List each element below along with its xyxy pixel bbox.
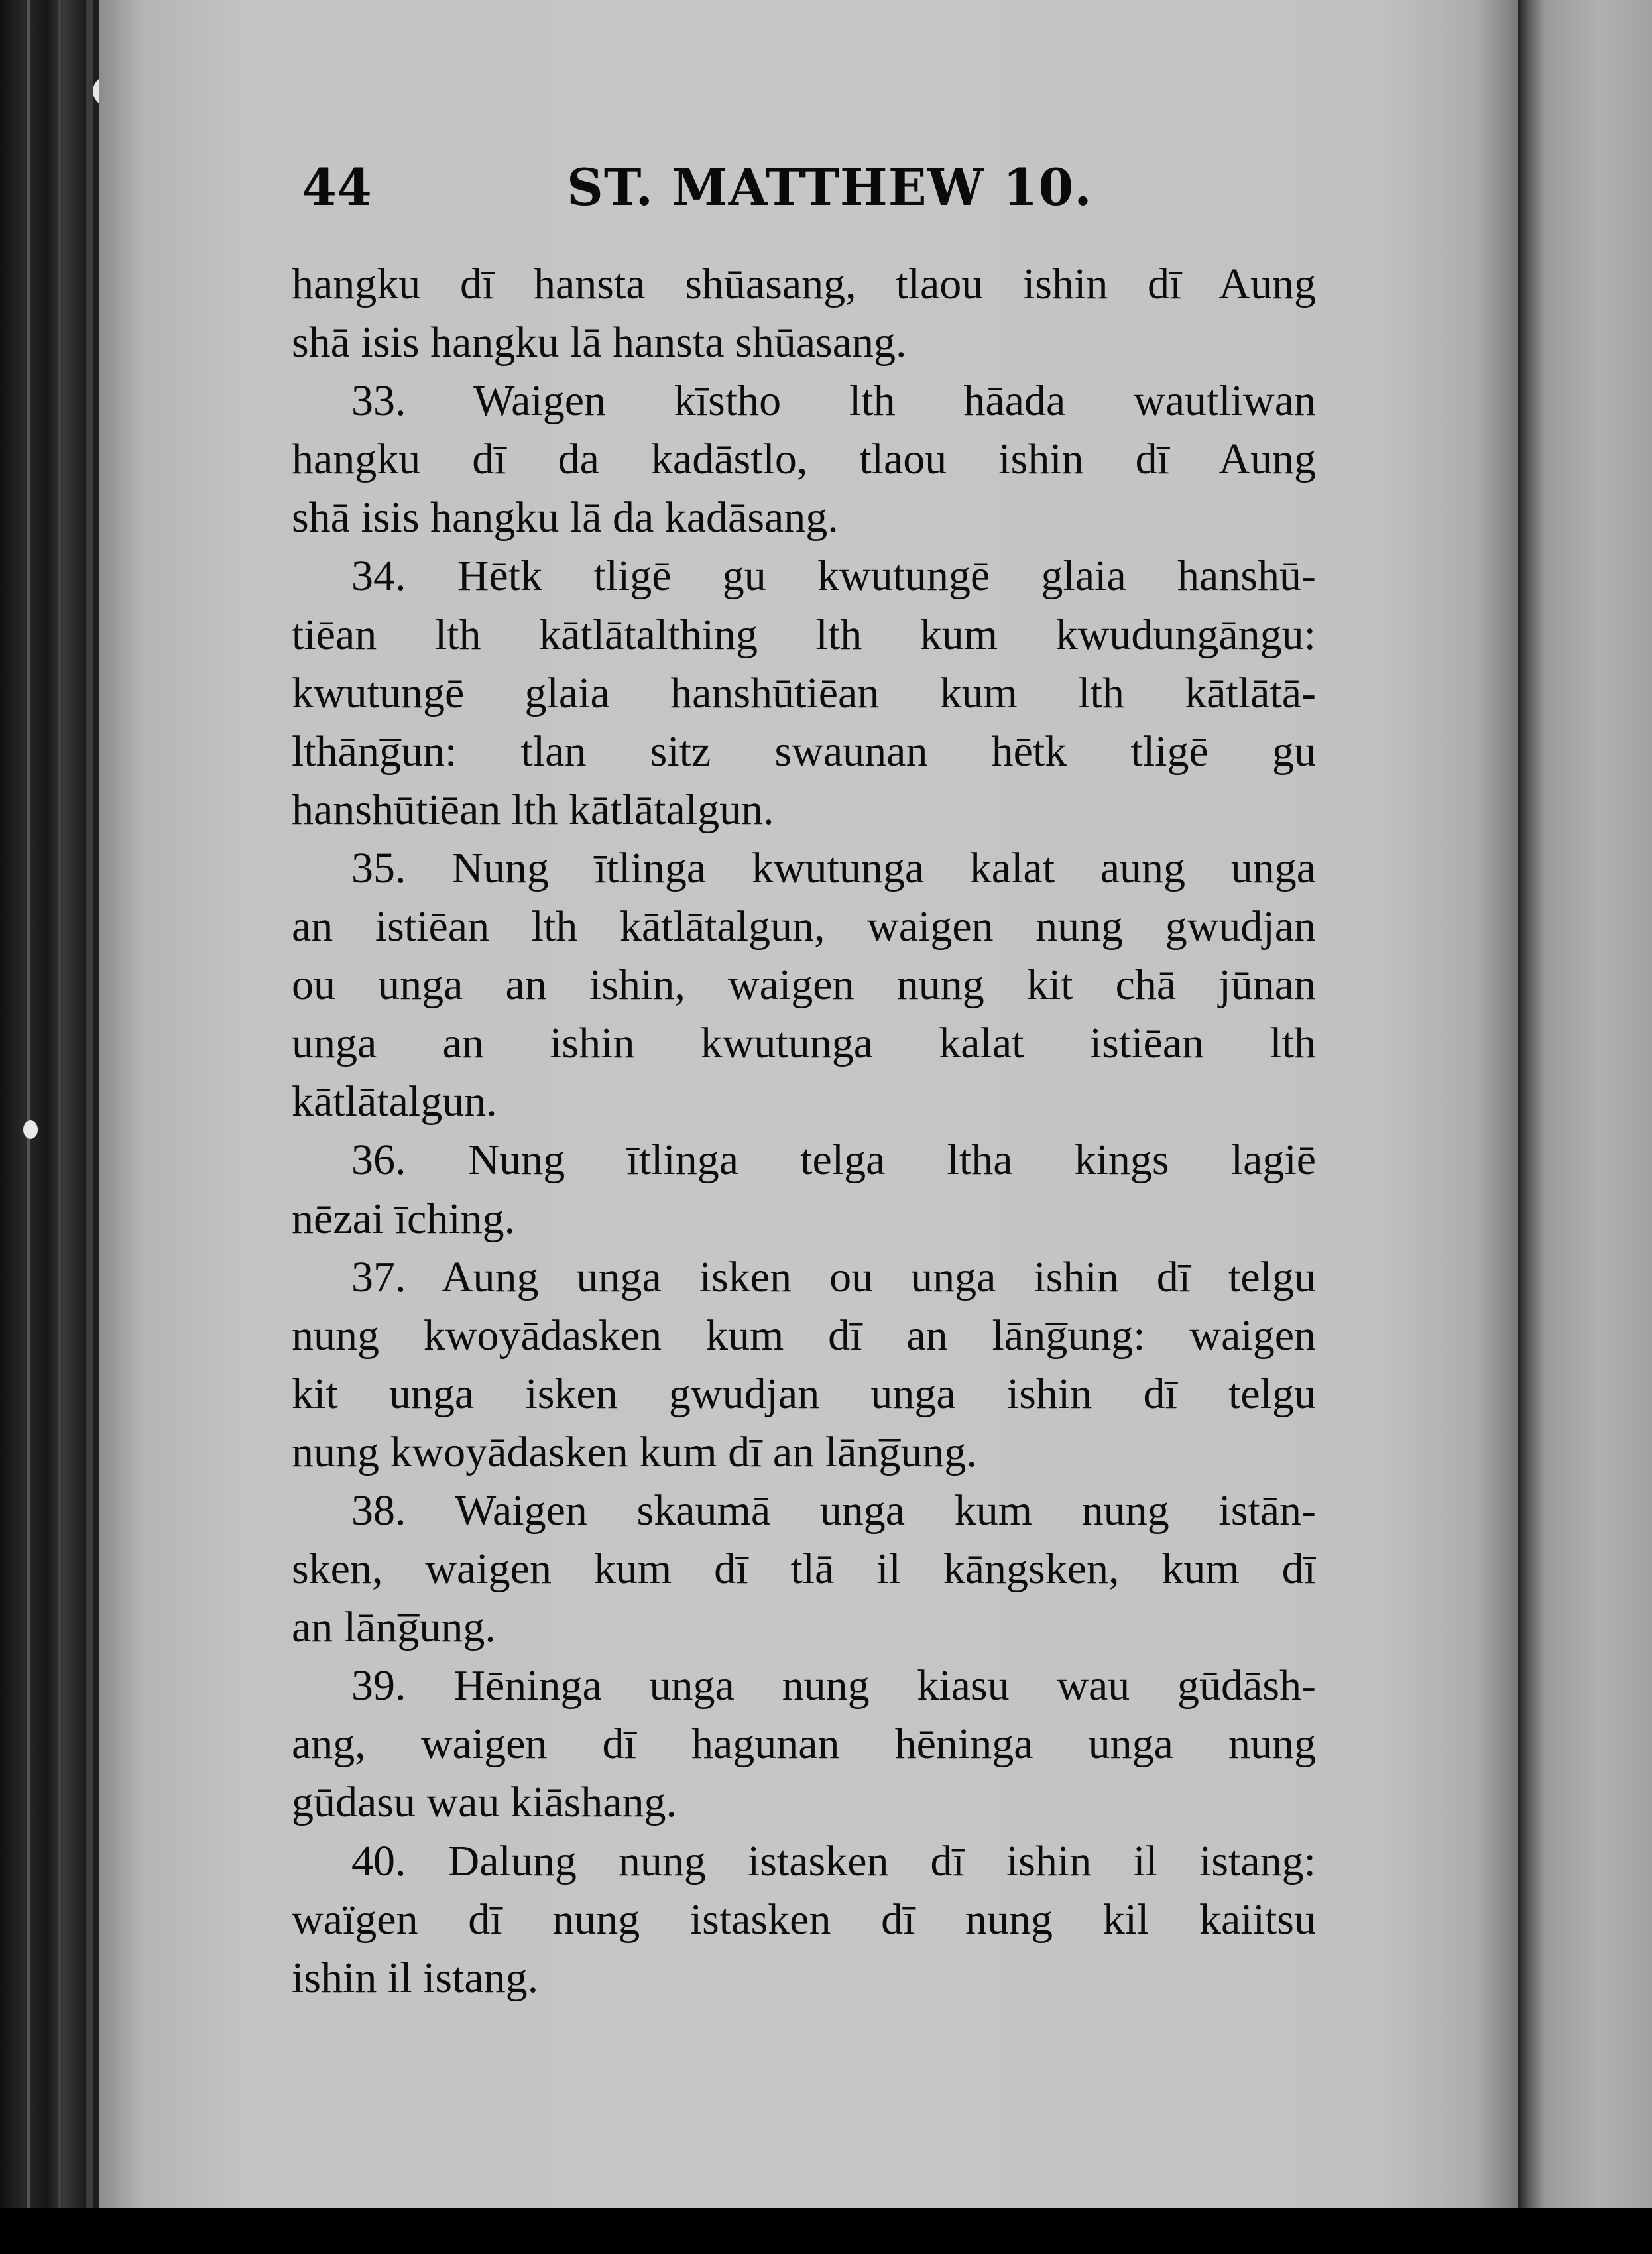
verse-line: 37. Aung unga isken ou unga ishin dī telgu xyxy=(351,1252,1316,1301)
text-line: shā isis hangku lā hansta shūasang. xyxy=(292,318,907,367)
text-line: waïgen dī nung istasken dī nung kil kaiitsu xyxy=(292,1895,1316,1944)
text-line: kit unga isken gwudjan unga ishin dī telgu xyxy=(292,1369,1316,1418)
text-line: ou unga an ishin, waigen nung kit chā jūnan xyxy=(292,961,1316,1010)
text-line: sken, waigen kum dī tlā il kāngsken, kum dī xyxy=(292,1545,1316,1594)
text-line: gūdasu wau kiāshang. xyxy=(292,1778,678,1827)
text-line: shā isis hangku lā da kadāsang. xyxy=(292,493,839,542)
verse-line: 36. Nung ītlinga telga ltha kings lagiē xyxy=(351,1136,1316,1185)
running-title: ST. MATTHEW 10. xyxy=(567,158,1092,217)
verse-line: 34. Hētk tligē gu kwutungē glaia hanshū- xyxy=(351,552,1316,601)
ink-blot xyxy=(23,1120,38,1139)
text-line: lthāng̅un: tlan sitz swaunan hētk tligē gu xyxy=(292,727,1316,776)
text-line: hangku dī da kadāstlo, tlaou ishin dī Aung xyxy=(292,435,1316,484)
text-line: unga an ishin kwutunga kalat istiēan lth xyxy=(292,1019,1316,1068)
spine-stripe xyxy=(58,0,61,2254)
bottom-border xyxy=(0,2208,1652,2254)
text-line: kātlātalgun. xyxy=(292,1077,497,1126)
text-line: nung kwoyādasken kum dī an lāng̅ung: waigen xyxy=(292,1311,1316,1360)
text-line: an istiēan lth kātlātalgun, waigen nung gwudjan xyxy=(292,902,1316,951)
body-text xyxy=(292,255,1316,2007)
text-line: hanshūtiēan lth kātlātalgun. xyxy=(292,785,774,834)
page-header xyxy=(302,158,1336,217)
text-line: an lāng̅ung. xyxy=(292,1603,496,1652)
verse-line: 35. Nung ītlinga kwutunga kalat aung unga xyxy=(351,843,1316,892)
text-line: ang, waigen dī hagunan hēninga unga nung xyxy=(292,1720,1316,1769)
book-spine xyxy=(0,0,116,2254)
verse-line: 38. Waigen skaumā unga kum nung istān- xyxy=(351,1486,1316,1535)
verse-line: 33. Waigen kīstho lth hāada wautliwan xyxy=(351,377,1316,426)
text-line: tiēan lth kātlātalthing lth kum kwudungāngu: xyxy=(292,610,1316,659)
text-line: hangku dī hansta shūasang, tlaou ishin dī Aung xyxy=(292,260,1316,308)
page-number: 44 xyxy=(302,158,372,217)
verse-line: 39. Hēninga unga nung kiasu wau gūdāsh- xyxy=(351,1661,1316,1710)
page-right-edge xyxy=(1518,0,1652,2254)
text-line: nēzai īching. xyxy=(292,1194,516,1243)
text-line: kwutungē glaia hanshūtiēan kum lth kātlātā- xyxy=(292,668,1316,717)
spine-stripe xyxy=(86,0,93,2254)
text-line: nung kwoyādasken kum dī an lāng̅ung. xyxy=(292,1427,977,1476)
text-line: ishin il istang. xyxy=(292,1953,539,2002)
verse-line: 40. Dalung nung istasken dī ishin il istang: xyxy=(351,1836,1316,1885)
